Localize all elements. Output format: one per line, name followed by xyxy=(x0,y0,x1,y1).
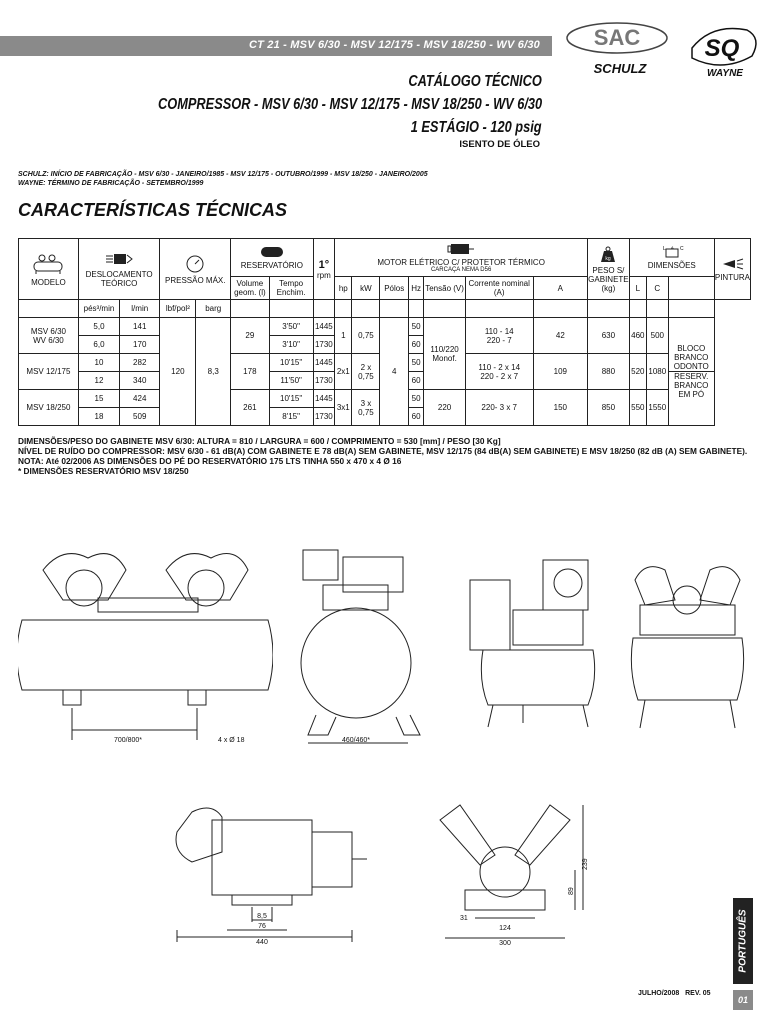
table-cell: 150 xyxy=(533,390,588,426)
pressure-gauge-icon xyxy=(185,254,205,274)
dimension-label: 700/800* xyxy=(113,737,143,744)
compressor-title: COMPRESSOR - MSV 6/30 - MSV 12/175 - MSV 18/250 - WV 6/30 xyxy=(157,96,542,113)
logo-sac: SAC xyxy=(593,25,641,50)
logo-wayne: WAYNE xyxy=(707,68,743,79)
revision: REV. 05 xyxy=(685,990,711,997)
table-cell: 110/220 Monof. xyxy=(424,318,466,390)
page-number: 01 xyxy=(733,990,753,1010)
table-cell: 2 x 0,75 xyxy=(352,354,380,390)
logo-sq: SQ xyxy=(704,35,740,62)
table-cell: 18 xyxy=(78,408,119,426)
pump-head-drawing xyxy=(435,800,595,950)
table-cell: 1445 xyxy=(313,354,335,372)
header-rpm: 1° rpm xyxy=(313,239,335,300)
table-cell: 220 xyxy=(424,390,466,426)
dimension-label: 440 xyxy=(256,939,268,946)
svg-text:kg: kg xyxy=(605,255,612,262)
table-cell: 10'15" xyxy=(269,354,313,372)
section-title: CARACTERÍSTICAS TÉCNICAS xyxy=(18,200,288,220)
model-msv-6-30: MSV 6/30 WV 6/30 xyxy=(19,318,79,354)
table-cell: BLOCO BRANCO ODONTO xyxy=(668,318,714,372)
header-reservatorio: RESERVATÓRIO xyxy=(231,239,313,277)
spray-gun-icon xyxy=(719,257,745,271)
table-cell: 2x1 xyxy=(335,354,352,390)
table-cell: 1080 xyxy=(647,354,669,390)
table-cell: 1445 xyxy=(313,390,335,408)
table-cell: 282 xyxy=(120,354,160,372)
document-code: CT 21 - MSV 6/30 - MSV 12/175 - MSV 18/250 - WV 6/30 xyxy=(248,39,540,51)
table-cell: 1445 xyxy=(313,318,335,336)
header-dimensoes: L A C DIMENSÕES xyxy=(629,239,714,277)
table-cell: 500 xyxy=(647,318,669,354)
dimension-label: 460/460* xyxy=(341,737,371,744)
table-cell: 509 xyxy=(120,408,160,426)
table-cell: 120 xyxy=(160,318,196,426)
compressor-side-drawing xyxy=(625,560,750,735)
header-blank xyxy=(19,300,79,318)
table-cell: 8'15" xyxy=(269,408,313,426)
header-lbf: lbf/pol² xyxy=(160,300,196,318)
table-cell: 29 xyxy=(231,318,269,354)
table-cell: 550 xyxy=(629,390,646,426)
table-cell: 520 xyxy=(629,354,646,390)
table-cell: 50 xyxy=(409,354,424,372)
dimensions-icon xyxy=(659,245,685,259)
table-cell: 3x1 xyxy=(335,390,352,426)
table-cell: 3'10" xyxy=(269,336,313,354)
svg-text:L: L xyxy=(662,246,666,253)
table-cell: 3 x 0,75 xyxy=(352,390,380,426)
table-cell: 4 xyxy=(380,318,409,426)
table-cell: 10 xyxy=(78,354,119,372)
table-cell: 12 xyxy=(78,372,119,390)
table-cell: 630 xyxy=(588,318,629,354)
tank-front-view-drawing xyxy=(18,540,273,745)
airflow-icon xyxy=(104,250,134,268)
table-cell: 3'50" xyxy=(269,318,313,336)
logo-schulz: SCHULZ xyxy=(593,61,647,76)
table-cell: 5,0 xyxy=(78,318,119,336)
brand-logos xyxy=(562,18,762,88)
table-cell: 110 - 2 x 14 220 - 2 x 7 xyxy=(465,354,533,390)
manufacture-notes xyxy=(18,170,428,188)
header-kw: kW xyxy=(352,277,380,300)
header-modelo: MODELO xyxy=(19,239,79,300)
compressor-icon xyxy=(30,252,66,276)
dimension-label: 4 x Ø 18 xyxy=(218,737,245,744)
header-motor: MOTOR ELÉTRICO C/ PROTETOR TÉRMICO CARCAÇA NEMA D56 xyxy=(335,239,588,277)
dimension-label: 76 xyxy=(258,923,266,930)
electric-motor-icon xyxy=(447,242,475,256)
table-cell: 141 xyxy=(120,318,160,336)
table-cell: 178 xyxy=(231,354,269,390)
table-cell: 1550 xyxy=(647,390,669,426)
table-cell: 340 xyxy=(120,372,160,390)
header-dim-a: A xyxy=(533,277,588,300)
table-cell: 42 xyxy=(533,318,588,354)
header-volume: Volume geom. (l) xyxy=(231,277,269,300)
table-cell: 60 xyxy=(409,336,424,354)
table-cell: 50 xyxy=(409,318,424,336)
header-lmin: l/min xyxy=(120,300,160,318)
weight-icon xyxy=(599,246,617,264)
manufacture-note: SCHULZ: INÍCIO DE FABRICAÇÃO - MSV 6/30 - JANEIRO/1985 - MSV 12/175 - OUTUBRO/1999 - MSV 18/250 - JANEIRO/2005 xyxy=(18,171,428,178)
table-cell: RESERV. BRANCO EM PÓ xyxy=(668,372,714,426)
header-hz: Hz xyxy=(409,277,424,300)
table-cell: 1730 xyxy=(313,372,335,390)
table-cell: 1 xyxy=(335,318,352,354)
language-tab xyxy=(733,898,753,984)
table-cell: 110 - 14 220 - 7 xyxy=(465,318,533,354)
table-cell: 261 xyxy=(231,390,269,426)
header-tensao: Tensão (V) xyxy=(424,277,466,300)
table-cell: 109 xyxy=(533,354,588,390)
table-cell: 220- 3 x 7 xyxy=(465,390,533,426)
header-dim-l: L xyxy=(629,277,646,300)
table-cell: 15 xyxy=(78,390,119,408)
table-cell: 11'50" xyxy=(269,372,313,390)
header-dim-c: C xyxy=(647,277,669,300)
table-cell: 60 xyxy=(409,372,424,390)
note-line: DIMENSÕES/PESO DO GABINETE MSV 6/30: ALTURA = 810 / LARGURA = 600 / COMPRIMENTO = 530 [mm] / PESO [30 Kg] xyxy=(18,436,501,446)
language-label: PORTUGUÊS xyxy=(737,909,749,973)
header-barg: barg xyxy=(196,300,231,318)
header-corrente: Corrente nominal (A) xyxy=(465,277,533,300)
table-cell: 6,0 xyxy=(78,336,119,354)
table-cell: 424 xyxy=(120,390,160,408)
note-line: * DIMENSÕES RESERVATÓRIO MSV 18/250 xyxy=(18,466,189,476)
header-pintura: PINTURA xyxy=(714,239,750,300)
model-msv-18-250: MSV 18/250 xyxy=(19,390,79,426)
dimension-label: 8,5 xyxy=(257,913,267,920)
dimension-label: 89 xyxy=(568,887,575,895)
header-polos: Pólos xyxy=(380,277,409,300)
rotation-icon: 1° xyxy=(318,258,330,271)
catalog-title: CATÁLOGO TÉCNICO xyxy=(408,73,542,90)
header-peso: kg PESO S/ GABINETE (kg) xyxy=(588,239,629,300)
table-cell: 460 xyxy=(629,318,646,354)
dimension-label: 300 xyxy=(499,940,511,947)
table-cell: 1730 xyxy=(313,408,335,426)
header-tempo: Tempo Enchim. xyxy=(269,277,313,300)
tank-icon xyxy=(258,245,286,259)
specs-table xyxy=(18,238,751,426)
dimension-label: 31 xyxy=(460,915,468,922)
dimension-label: 239 xyxy=(582,858,589,870)
table-cell: 850 xyxy=(588,390,629,426)
compressor-vertical-drawing xyxy=(468,555,608,735)
table-cell: 10'15" xyxy=(269,390,313,408)
manufacture-note: WAYNE: TÉRMINO DE FABRICAÇÃO - SETEMBRO/1999 xyxy=(18,180,204,187)
svg-text:A: A xyxy=(670,245,674,251)
table-cell: 50 xyxy=(409,390,424,408)
dimension-label: 124 xyxy=(499,925,511,932)
svg-text:C: C xyxy=(679,246,684,253)
technical-notes xyxy=(18,436,753,476)
header-code-bar xyxy=(0,36,552,56)
header-pes3min: pés³/min xyxy=(78,300,119,318)
tank-side-view-drawing xyxy=(298,545,428,745)
motor-drawing xyxy=(172,802,372,947)
header-hp: hp xyxy=(335,277,352,300)
model-msv-12-175: MSV 12/175 xyxy=(19,354,79,390)
stage-title: 1 ESTÁGIO - 120 psig xyxy=(411,119,542,136)
table-cell: 0,75 xyxy=(352,318,380,354)
note-line: NOTA: Até 02/2006 AS DIMENSÕES DO PÉ DO RESERVATÓRIO 175 LTS TINHA 550 x 470 x 4 Ø 16 xyxy=(18,456,402,466)
footer-date: JULHO/2008 REV. 05 xyxy=(638,990,711,997)
table-cell: 60 xyxy=(409,408,424,426)
table-cell: 880 xyxy=(588,354,629,390)
note-line: NÍVEL DE RUÍDO DO COMPRESSOR: MSV 6/30 - 61 dB(A) COM GABINETE E 78 dB(A) SEM GABINETE, MSV 12/175 (84 dB(A) SEM GABINETE) E MSV 18/250 (82 dB (A) SEM GABINETE). xyxy=(18,446,748,456)
oil-free-subtitle: ISENTO DE ÓLEO xyxy=(459,139,540,150)
header-deslocamento: DESLOCAMENTO TEÓRICO xyxy=(78,239,160,300)
table-cell: 8,3 xyxy=(196,318,231,426)
table-cell: 1730 xyxy=(313,336,335,354)
table-cell: 170 xyxy=(120,336,160,354)
header-pressao: PRESSÃO MÁX. xyxy=(160,239,231,300)
